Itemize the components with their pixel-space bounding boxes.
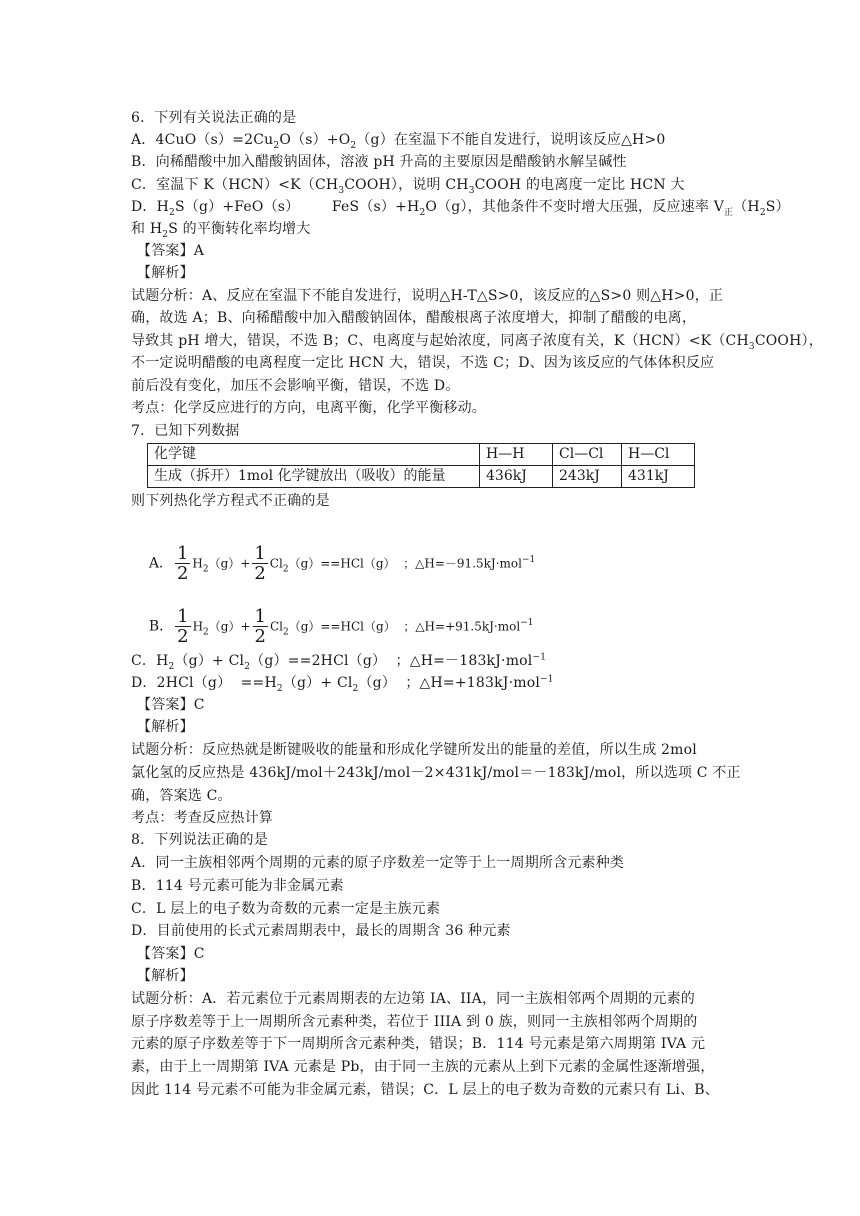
q8-stem: 8．下列说法正确的是: [131, 832, 268, 848]
q6-explanation-line: 前后没有变化，加压不会影响平衡，错误，不选 D。: [131, 378, 460, 394]
q7-answer: 【答案】C: [137, 697, 205, 713]
q6-option-b: B．向稀醋酸中加入醋酸钠固体，溶液 pH 升高的主要原因是醋酸钠水解呈碱性: [131, 154, 627, 170]
table-row: [148, 444, 695, 466]
fraction: $\frac{1}{2}$: [176, 543, 189, 584]
q7-option-d: D．$2HCl(g) ==H_2(g)+ Cl_2(g)$ ；△H=+183kJ·mol$^{-1}$: [131, 674, 554, 694]
q7-explanation-line: 氯化氢的反应热是 436kJ/mol＋243kJ/mol－2×431kJ/mol＝－183kJ/mol，所以选项 C 不正: [131, 765, 741, 781]
table-cell: 431kJ: [622, 466, 695, 488]
table-cell: 436kJ: [480, 466, 553, 488]
q8-option-d: D．目前使用的长式元素周期表中，最长的周期含 36 种元素: [131, 923, 511, 939]
q8-option-b: B．114 号元素可能为非金属元素: [131, 878, 344, 894]
table-row: [148, 466, 695, 488]
q7-option-c: C．$H_2(g)+ Cl_2(g)==2HCl(g)$ ；△H=－183kJ·mol$^{-1}$: [131, 652, 547, 672]
q6-explanation-line: 导致其 pH 增大，错误，不选 B；C、电离度与起始浓度，同离子浓度有关，$K(HCN)<K(CH_3COOH)$，: [131, 333, 823, 352]
q7-option-b: B． $\frac{1}{2}$ $H_2(g)+$ $\frac{1}{2}$ $Cl_2(g)==HCl(g)$ ；△H=+91.5kJ·mol$^{-1}$: [148, 606, 534, 647]
q8-analysis-heading: 【解析】: [137, 968, 194, 984]
q7-explanation-line: 确，答案选 C。: [131, 788, 232, 804]
q6-stem: 6．下列有关说法正确的是: [131, 110, 297, 126]
q8-option-a: A．同一主族相邻两个周期的元素的原子序数差一定等于上一周期所含元素种类: [131, 855, 625, 871]
q8-explanation-line: 素，由于上一周期第 IVA 元素是 Pb，由于同一主族的元素从上到下元素的金属性逐渐增强，: [131, 1059, 715, 1075]
bond-energy-table: [147, 443, 695, 488]
q6-answer: 【答案】A: [137, 243, 205, 259]
table-header-cell: H—Cl: [622, 444, 695, 466]
q6-option-c: C．室温下 $K(HCN)<K(CH_3COOH)$，说明 $CH_3COOH$ 的电离度一定比 HCN 大: [131, 177, 685, 196]
q8-answer: 【答案】C: [137, 946, 205, 962]
fraction: $\frac{1}{2}$: [177, 606, 189, 647]
q7-option-a: A． $\frac{1}{2}$ $H_2(g)+$ $\frac{1}{2}$ $Cl_2(g)==HCl(g)$ ；△H=－91.5kJ·mol$^{-1}$: [148, 543, 536, 584]
q8-explanation-line: 元素的原子序数差等于下一周期所含元素种类，错误；B．114 号元素是第六周期第 IVA 元: [131, 1036, 706, 1052]
q7-question: 则下列热化学方程式不正确的是: [131, 493, 330, 509]
q8-explanation-line: 试题分析：A．若元素位于元素周期表的左边第 IA、IIA，同一主族相邻两个周期的元素的: [131, 991, 695, 1007]
table-header-cell: Cl—Cl: [553, 444, 622, 466]
q6-explanation-line: 不一定说明醋酸的电离程度一定比 HCN 大，错误，不选 C；D、因为该反应的气体体积反应: [131, 355, 715, 371]
q6-analysis-heading: 【解析】: [137, 265, 194, 281]
q6-option-d: D．$H_2S(g)+FeO(s)$ $FeS(s)+H_2O(g)$，其他条件不变时增大压强，反应速率 $V_正(H_2S)$: [131, 199, 790, 218]
q7-explanation-line: 试题分析：反应热就是断键吸收的能量和形成化学键所发出的能量的差值，所以生成 2mol: [131, 742, 697, 758]
q6-option-a: A．$4CuO(s)=2Cu_2O(s)+O_2(g)$在室温下不能自发进行，说明该反应△H>0: [131, 132, 666, 151]
q7-stem: 7．已知下列数据: [131, 423, 240, 439]
q6-explanation-line: 确，故选 A；B、向稀醋酸中加入醋酸钠固体，醋酸根离子浓度增大，抑制了醋酸的电离，: [131, 310, 697, 326]
q6-option-d-cont: 和 $H_2S$ 的平衡转化率均增大: [131, 221, 311, 240]
table-cell: 生成（拆开）1mol 化学键放出（吸收）的能量: [148, 466, 480, 488]
q8-explanation-line: 因此 114 号元素不可能为非金属元素，错误；C．L 层上的电子数为奇数的元素只有 Li、B、: [131, 1082, 719, 1098]
q8-option-c: C．L 层上的电子数为奇数的元素一定是主族元素: [131, 901, 441, 917]
q8-explanation-line: 原子序数差等于上一周期所含元素种类，若位于 IIIA 到 0 族，则同一主族相邻两个周期的: [131, 1014, 698, 1030]
table-header-cell: H—H: [480, 444, 553, 466]
table-header-cell: 化学键: [148, 444, 480, 466]
q6-explanation-line: 试题分析：A、反应在室温下不能自发进行，说明△H-T△S>0，该反应的△S>0 则△H>0，正: [131, 288, 724, 304]
fraction: $\frac{1}{2}$: [254, 606, 266, 647]
q6-key-point: 考点：化学反应进行的方向，电离平衡，化学平衡移动。: [131, 400, 486, 416]
q7-analysis-heading: 【解析】: [137, 719, 194, 735]
table-cell: 243kJ: [553, 466, 622, 488]
fraction: $\frac{1}{2}$: [254, 543, 266, 584]
q7-key-point: 考点：考查反应热计算: [131, 810, 273, 826]
